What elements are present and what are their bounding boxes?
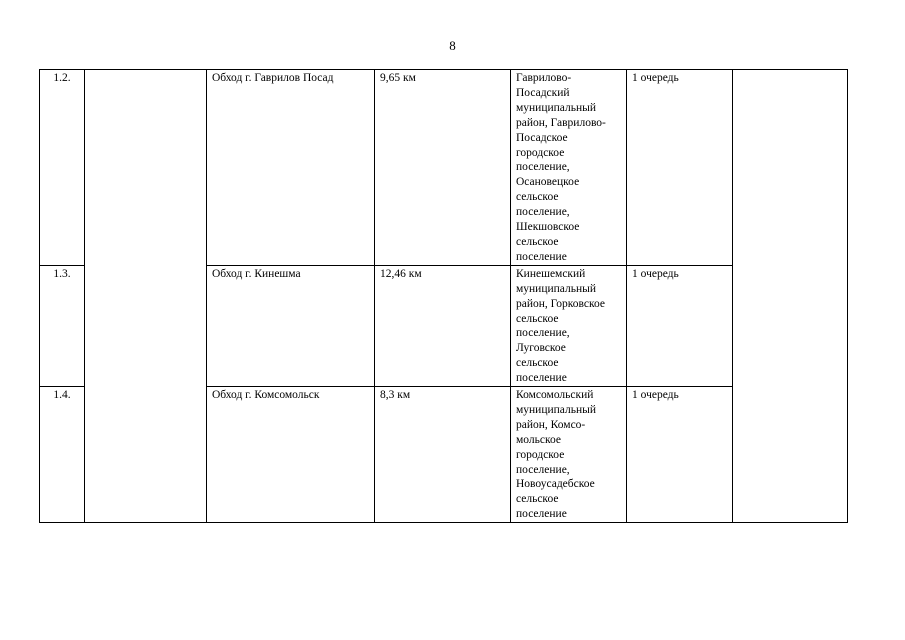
location-line: Осановецкое: [516, 176, 580, 189]
location-line: район, Горковское: [516, 297, 606, 310]
location-line: сельское: [516, 493, 559, 506]
location-line: Луговское: [516, 342, 566, 355]
location-line: муниципальный: [516, 101, 597, 114]
location-line: городское: [516, 146, 565, 159]
length-cell: 8,3 км: [375, 387, 511, 523]
location-line: Комсомольский: [516, 389, 594, 402]
location-line: муниципальный: [516, 403, 597, 416]
stage-cell: 1 очередь: [627, 70, 733, 266]
location-line: муниципальный: [516, 282, 597, 295]
location-cell: [511, 265, 627, 386]
location-line: район, Гаврилово-: [516, 116, 606, 129]
location-line: сельское: [516, 357, 559, 370]
location-line: Новоусадебское: [516, 478, 595, 491]
stage-cell: 1 очередь: [627, 265, 733, 386]
row-number-cell: 1.2.: [40, 70, 85, 266]
length-cell: 9,65 км: [375, 70, 511, 266]
location-line: поселение,: [516, 206, 570, 219]
location-line: мольское: [516, 433, 561, 446]
merged-empty-cell: [733, 70, 848, 523]
location-line: сельское: [516, 191, 559, 204]
merged-empty-cell: [85, 70, 207, 523]
location-line: Посадский: [516, 86, 570, 99]
location-line: поселение,: [516, 161, 570, 174]
page-number: 8: [449, 38, 456, 53]
location-line: Кинешемский: [516, 267, 586, 280]
location-line: Гаврилово-: [516, 72, 572, 84]
stage-cell: 1 очередь: [627, 387, 733, 523]
location-line: поселение: [516, 508, 567, 521]
location-line: поселение,: [516, 463, 570, 476]
length-cell: 12,46 км: [375, 265, 511, 386]
location-cell: [511, 387, 627, 523]
location-line: Шекшовское: [516, 221, 580, 234]
table-row: [40, 70, 848, 266]
location-line: поселение: [516, 372, 567, 385]
object-name-cell: Обход г. Кинешма: [207, 265, 375, 386]
location-line: район, Комсо-: [516, 418, 586, 431]
object-name-cell: Обход г. Гаврилов Посад: [207, 70, 375, 266]
object-name-cell: Обход г. Комсомольск: [207, 387, 375, 523]
objects-table: [39, 69, 848, 523]
location-line: поселение,: [516, 327, 570, 340]
location-line: городское: [516, 448, 565, 461]
location-line: поселение: [516, 250, 567, 263]
row-number-cell: 1.3.: [40, 265, 85, 386]
location-line: Посадское: [516, 131, 568, 144]
row-number-cell: 1.4.: [40, 387, 85, 523]
location-cell: [511, 70, 627, 266]
location-line: сельское: [516, 312, 559, 325]
location-line: сельское: [516, 235, 559, 248]
